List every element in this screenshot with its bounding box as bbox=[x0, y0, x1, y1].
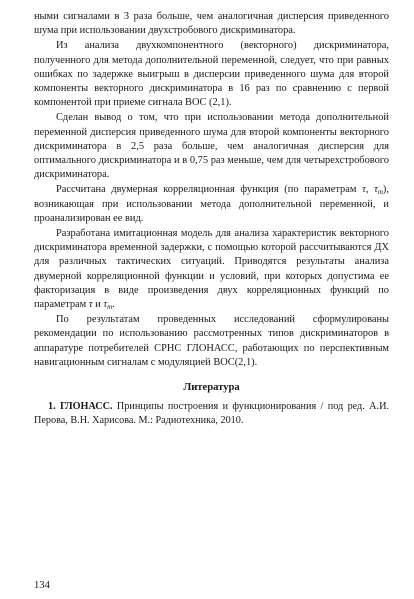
paragraph-1: ными сигналами в 3 раза больше, чем аналогичная дисперсия приведенного шума при использовании двухстробового дискриминатора. bbox=[34, 11, 389, 37]
tau-m-subscript-2: m bbox=[107, 303, 113, 312]
paragraph-4: Рассчитана двумерная корреляционная функция (по параметрам τ, $\tau_m$), возникающая при использовании метода дополнительной переменной, и проанализирован ее вид. bbox=[34, 184, 389, 224]
paragraph-4-text-end: ), возникающая при использовании метода дополнительной переменной, и проанализирован ее вид. bbox=[34, 184, 389, 224]
tau-m-symbol-2 bbox=[103, 299, 112, 310]
reference-item-1 bbox=[34, 400, 389, 428]
tau-m-subscript: m bbox=[377, 188, 383, 197]
and-word: и bbox=[95, 299, 101, 311]
paragraph-4-text-start: Рассчитана двумерная корреляционная функция (по параметрам bbox=[56, 184, 357, 196]
reference-1-lead: 1. ГЛОНАСС. bbox=[48, 401, 113, 413]
tau-symbol-2: τ bbox=[88, 299, 93, 311]
paragraph-6: По результатам проведенных исследований сформулированы рекомендации по использованию рассмотренных типов дискриминаторов в аппаратуре потребителей СРНС ГЛОНАСС, работающих по перспективным навигационным сигналам с модуляцией BOC(2,1). bbox=[34, 314, 389, 368]
references-heading: Литература bbox=[183, 382, 240, 394]
paragraph-5-text: Разработана имитационная модель для анализа характеристик векторного дискриминатора временной задержки, с помощью которой рассчитываются ДХ для различных тактических ситуаций. Приводятся результаты анализа двумерной корреляционной функции и условий, при которых допустима ее факторизация в виде произведения двух корреляционных функций по параметрам bbox=[34, 228, 389, 311]
tau-m-symbol bbox=[374, 184, 383, 195]
page-number: 134 bbox=[34, 580, 50, 591]
tau-m-base: τ bbox=[374, 184, 378, 196]
tau-symbol: τ bbox=[362, 184, 366, 196]
paragraph-2: Из анализа двухкомпонентного (векторного) дискриминатора, полученного для метода дополнительной переменной, следует, что при равных ошибках по задержке выигрыш в дисперсии приведенного шума для второй компоненты векторного дискриминатора в 16 раз по сравнению с первой компонентой при приеме сигнала BOC (2,1). bbox=[34, 40, 389, 109]
reference-1-text: Принципы построения и функционирования / под ред. А.И. Перова, В.Н. Харисова. М.: Радиотехника, 2010. bbox=[34, 401, 389, 426]
tau-m-base-2: τ bbox=[103, 299, 108, 311]
paragraph-3: Сделан вывод о том, что при использовании метода дополнительной переменной дисперсия приведенного шума для второй компоненты векторного дискриминатора в 2,5 раза больше, чем аналогичная дисперсия для оптимального дискриминатора и в 0,75 раз меньше, чем для четырехстробового дискриминатора. bbox=[34, 112, 389, 181]
paragraph-5: Разработана имитационная модель для анализа характеристик векторного дискриминатора временной задержки, с помощью которой рассчитываются ДХ для различных тактических ситуаций. Приводятся результаты анализа двумерной корреляционной функции и условий, при которых допустима ее факторизация в виде произведения двух корреляционных функций по параметрам τ и $\tau_m$. bbox=[34, 228, 389, 312]
